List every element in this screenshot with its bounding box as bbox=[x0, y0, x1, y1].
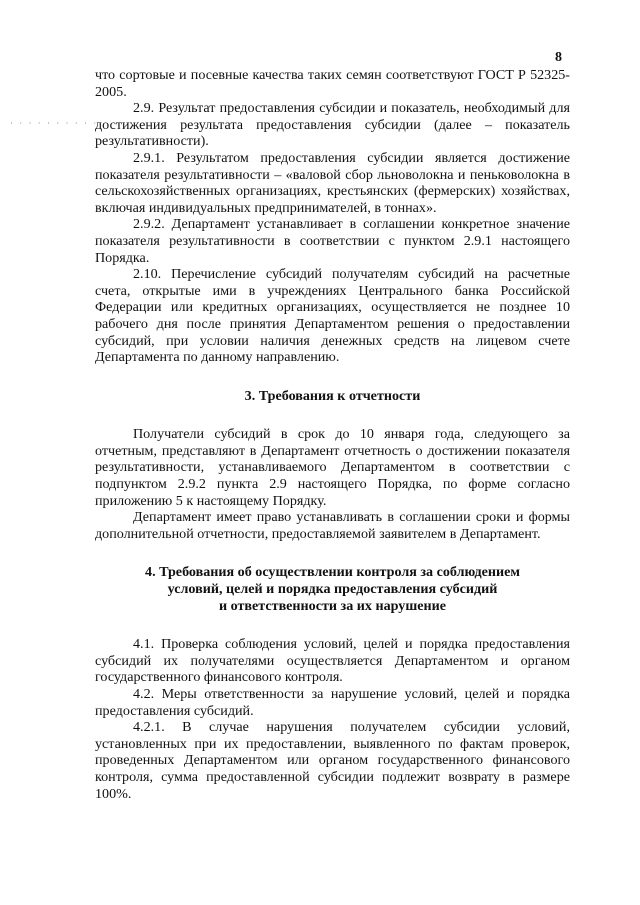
paragraph-additional-reporting: Департамент имеет право устанавливать в соглашении сроки и формы дополнительной отчетности, предоставляемой заявителем в Департамент. bbox=[95, 509, 570, 542]
section-4-heading-line-3: и ответственности за их нарушение bbox=[219, 597, 446, 614]
paragraph-4-1: 4.1. Проверка соблюдения условий, целей и порядка предоставления субсидий их получателями осуществляется Департаментом и органом государственного финансового контроля. bbox=[95, 636, 570, 686]
section-4-heading bbox=[95, 564, 570, 614]
paragraph-gost: что сортовые и посевные качества таких семян соответствуют ГОСТ Р 52325-2005. bbox=[95, 67, 570, 100]
paragraph-4-2-1: 4.2.1. В случае нарушения получателем субсидии условий, установленных при их предоставлении, выявленного по фактам проверок, проведенных Департаментом или органом государственного финансового контроля, сумма предоставленной субсидии подлежит возврату в размере 100%. bbox=[95, 719, 570, 802]
paragraph-reporting: Получатели субсидий в срок до 10 января года, следующего за отчетным, представляют в Департамент отчетность о достижении показателя результативности, устанавливаемого Департаментом в соответствии с подпунктом 2.9.2 пункта 2.9 настоящего Порядка, по форме согласно приложению 5 к настоящему Порядку. bbox=[95, 426, 570, 509]
page-number: 8 bbox=[555, 50, 561, 65]
paragraph-2-9-2: 2.9.2. Департамент устанавливает в соглашении конкретное значение показателя результативности в соответствии с пунктом 2.9.1 настоящего Порядка. bbox=[95, 216, 570, 266]
margin-marks: · · · · · · · · · · bbox=[10, 118, 99, 128]
section-4-heading-line-1: 4. Требования об осуществлении контроля за соблюдением bbox=[145, 564, 520, 581]
paragraph-2-9-1: 2.9.1. Результатом предоставления субсидии является достижение показателя результативности – «валовой сбор льноволокна и пеньковолокна в сельскохозяйственных организациях, крестьянских (фермерских) хозяйствах, включая индивидуальных предпринимателей, в тоннах». bbox=[95, 149, 570, 216]
section-3-heading: 3. Требования к отчетности bbox=[244, 387, 421, 404]
paragraph-2-10: 2.10. Перечисление субсидий получателям субсидий на расчетные счета, открытые ими в учреждениях Центрального банка Российской Федерации или кредитных организациях, осуществляется не позднее 10 рабочего дня после принятия Департаментом решения о предоставлении субсидий, при условии наличия денежных средств на лицевом счете Департамента по данному направлению. bbox=[95, 266, 570, 366]
paragraph-2-9: 2.9. Результат предоставления субсидии и показатель, необходимый для достижения результата предоставления субсидии (далее – показатель результативности). bbox=[95, 100, 570, 150]
section-4-heading-line-2: условий, целей и порядка предоставления субсидий bbox=[167, 581, 498, 598]
paragraph-4-2: 4.2. Меры ответственности за нарушение условий, целей и порядка предоставления субсидий. bbox=[95, 686, 570, 719]
document-body bbox=[95, 67, 570, 802]
